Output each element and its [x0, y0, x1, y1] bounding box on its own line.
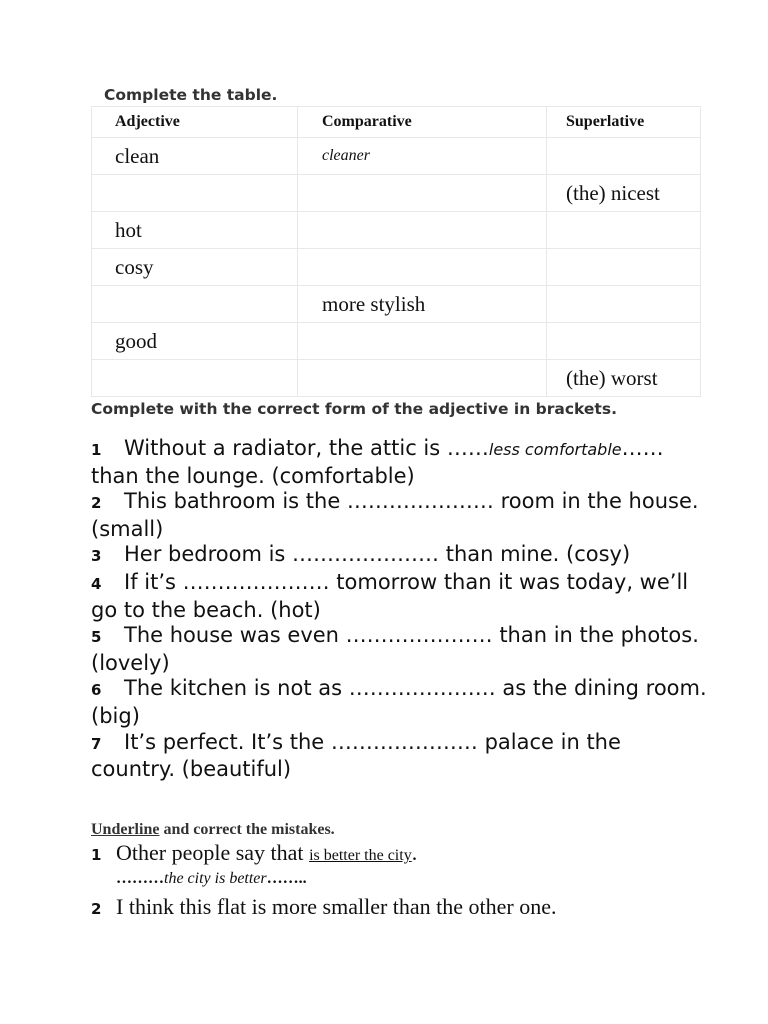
list-item: [91, 489, 711, 542]
table-row: [92, 360, 701, 397]
item-text: The house was even ………………… than in the photos. (lovely): [91, 623, 699, 675]
comparative-cell: [298, 249, 547, 286]
header-comparative: Comparative: [298, 107, 547, 138]
item-text: If it’s ………………… tomorrow than it was today, we’ll go to the beach. (hot): [91, 569, 689, 622]
comparative-cell: more stylish: [298, 286, 547, 323]
superlative-cell: [547, 212, 701, 249]
item-number: 2: [91, 494, 102, 513]
table-row: [92, 175, 701, 212]
item-text: I think this flat is more smaller than the other one.: [116, 894, 557, 919]
list-item: [91, 542, 711, 570]
adjective-forms-table: [91, 106, 701, 397]
header-adjective: Adjective: [92, 107, 298, 138]
table-row: [92, 138, 701, 175]
table-header-row: [92, 107, 701, 138]
list-item: [91, 676, 711, 729]
table-row: [92, 212, 701, 249]
adjective-cell: good: [92, 323, 298, 360]
comparative-cell: cleaner: [298, 138, 547, 175]
underlined-mistake: is better the city: [309, 847, 412, 864]
adjective-cell: [92, 175, 298, 212]
comparative-cell: [298, 212, 547, 249]
list-item: [91, 730, 711, 783]
item-number: 4: [91, 574, 102, 593]
item-number: 1: [91, 846, 102, 864]
dots-left: ………: [116, 870, 164, 887]
table-row: [92, 249, 701, 286]
item-text: It’s perfect. It’s the ………………… palace in the country. (beautiful): [91, 729, 621, 782]
item-text-after: …… than the lounge. (comfortable): [91, 436, 664, 488]
correction-line: [91, 870, 711, 894]
item-text-before: Other people say that: [116, 840, 310, 865]
superlative-cell: [547, 323, 701, 360]
adjective-cell: [92, 360, 298, 397]
example-answer: less comfortable: [488, 440, 622, 459]
adjective-cell: hot: [92, 212, 298, 249]
item-number: 5: [91, 628, 102, 647]
item-number: 6: [91, 681, 102, 700]
superlative-cell: (the) nicest: [547, 175, 701, 212]
adjective-cell: cosy: [92, 249, 298, 286]
list-item: [91, 436, 711, 489]
list-item: [91, 894, 711, 924]
comparative-cell: [298, 175, 547, 212]
correction-text: the city is better: [164, 870, 267, 887]
item-text: This bathroom is the ………………… room in the house. (small): [91, 489, 699, 541]
item-text: The kitchen is not as ………………… as the dining room. (big): [91, 676, 707, 728]
adjective-cell: clean: [92, 138, 298, 175]
item-text-after: .: [411, 840, 418, 865]
fill-in-exercise: [91, 436, 711, 783]
comparative-cell: [298, 323, 547, 360]
list-item: [91, 570, 711, 623]
superlative-cell: [547, 286, 701, 323]
item-text-before: Without a radiator, the attic is ……: [124, 436, 489, 460]
superlative-cell: [547, 249, 701, 286]
item-number: 3: [91, 547, 102, 566]
item-number: 7: [91, 734, 102, 753]
underline-word: Underline: [91, 821, 160, 838]
table-instruction: Complete the table.: [104, 86, 278, 104]
header-superlative: Superlative: [547, 107, 701, 138]
adjective-cell: [92, 286, 298, 323]
list-item: [91, 623, 711, 676]
superlative-cell: [547, 138, 701, 175]
comparative-cell: [298, 360, 547, 397]
table-row: [92, 286, 701, 323]
superlative-cell: (the) worst: [547, 360, 701, 397]
dots-right: ……..: [266, 870, 307, 887]
table-row: [92, 323, 701, 360]
item-number: 1: [91, 441, 102, 459]
mistakes-exercise: [91, 840, 711, 924]
instruction-rest: and correct the mistakes.: [159, 821, 335, 838]
item-text: Her bedroom is ………………… than mine. (cosy): [124, 542, 631, 567]
item-number: 2: [91, 900, 102, 918]
list-item: [91, 840, 711, 870]
mistakes-instruction: [91, 821, 335, 839]
fill-in-instruction: Complete with the correct form of the adjective in brackets.: [91, 400, 617, 418]
